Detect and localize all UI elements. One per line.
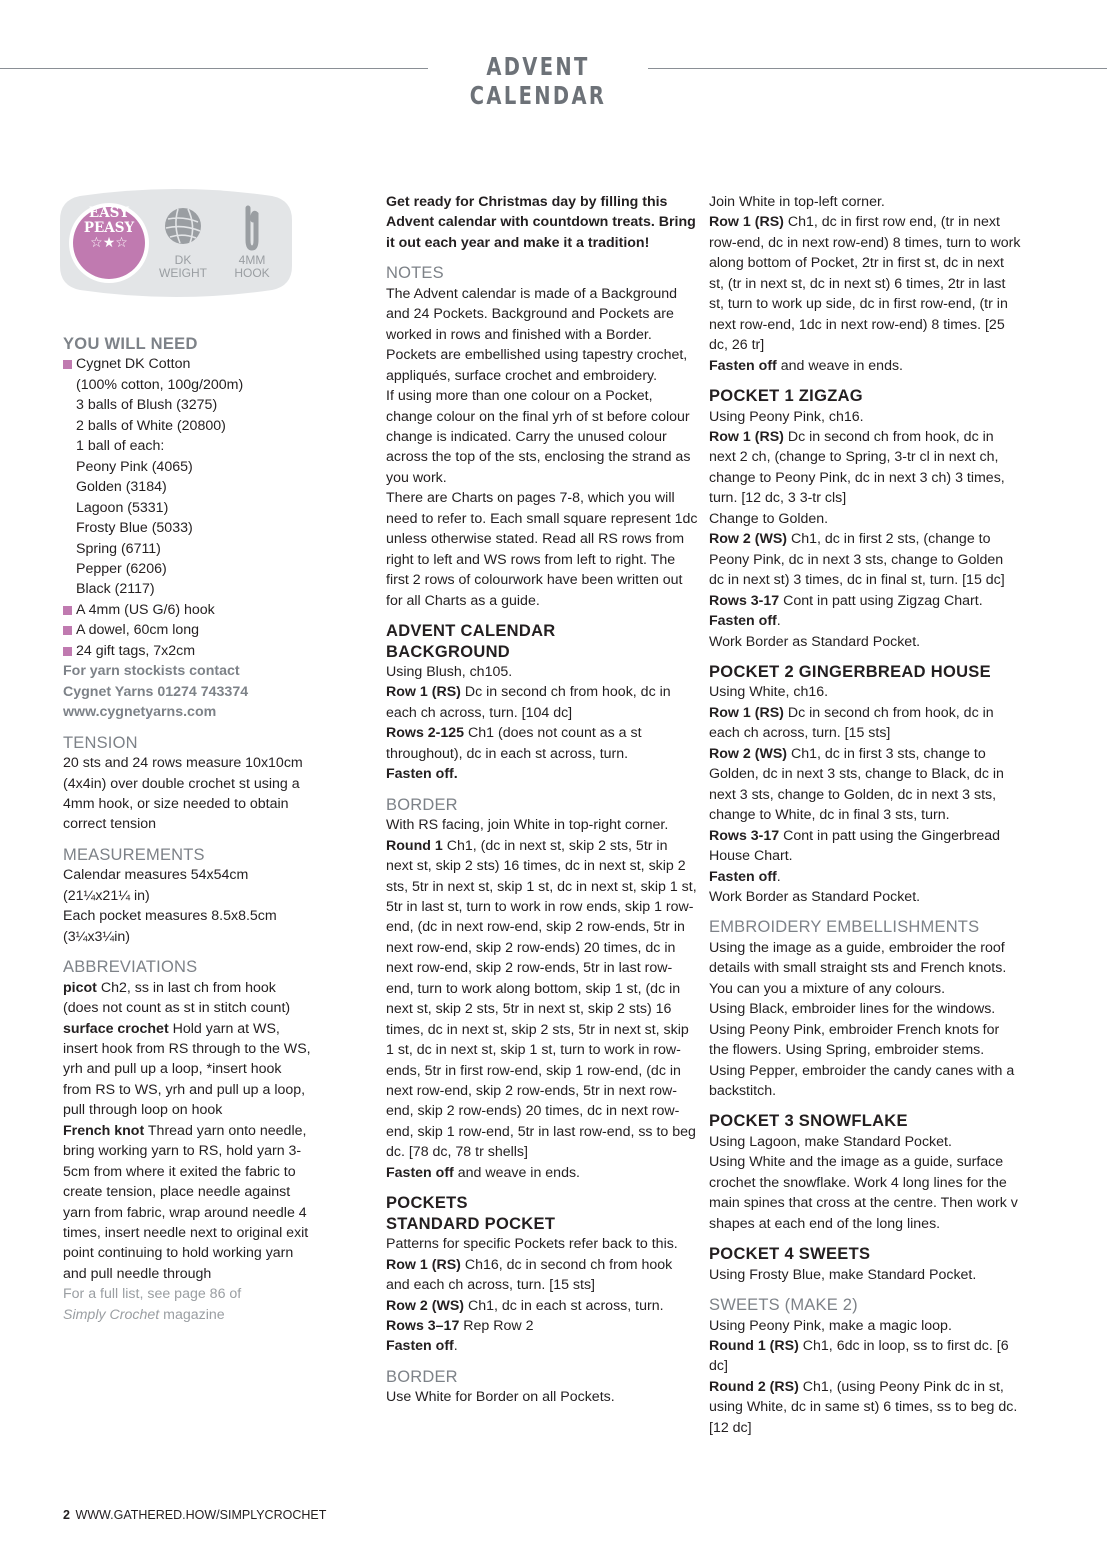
embroidery-paragraph: Using the image as a guide, embroider the roof details with small straight sts and French knots. You can you a mixture of any colours. (709, 939, 1007, 997)
instruction-row: Row 1 (RS) Dc in second ch from hook, dc in next 2 ch, (change to Spring, 3-tr cl in next ch, change to Peony Pink, dc in next 3 ch) 3 times, turn. [12 dc, 3 3-tr cls] (709, 428, 1005, 507)
instruction-line: Join White in top-left corner. (709, 194, 885, 210)
embroidery-paragraph: Using Pepper, embroider the candy canes with a backstitch. (709, 1062, 1015, 1100)
page-title: ADVENT CALENDAR (469, 52, 607, 110)
instruction-row: Row 2 (WS) Ch1, dc in each st across, turn. (386, 1297, 664, 1314)
stockist-line: Cygnet Yarns 01274 743374 (63, 683, 249, 700)
fasten-off: Fasten off. (709, 868, 781, 885)
yarn-line: 3 balls of Blush (3275) (76, 397, 218, 414)
list-item: Cygnet DK Cotton (63, 354, 313, 374)
list-item: A 4mm (US G/6) hook (63, 600, 313, 620)
instruction-line: Using Peony Pink, make a magic loop. (709, 1317, 952, 1334)
instruction-row: Row 2 (WS) Ch1, dc in first 2 sts, (change to Peony Pink, dc in next 3 sts, change to Golden dc in next st) 3 times, dc in final st, turn. [15 dc] (709, 531, 1005, 589)
hook-label: 4MM HOOK (234, 253, 270, 280)
abbreviations-heading: ABBREVIATIONS (63, 958, 198, 977)
instruction-line: Patterns for specific Pockets refer back to this. (386, 1236, 678, 1253)
yarn-line: 1 ball of each: (76, 438, 165, 455)
yarn-line: (100% cotton, 100g/200m) (76, 376, 244, 393)
header-rule-right (648, 68, 1107, 69)
full-list-note: For a full list, see page 86 of Simply Crochet magazine (63, 1286, 242, 1323)
instruction-line: Work Border as Standard Pocket. (709, 888, 921, 905)
fasten-off: Fasten off. (709, 613, 781, 630)
border-heading: BORDER (386, 1367, 458, 1386)
instruction-line: Using Lagoon, make Standard Pocket. (709, 1133, 952, 1150)
difficulty-badge (60, 186, 292, 300)
stockist-line: For yarn stockists contact (63, 663, 240, 680)
header-rule-left (0, 68, 428, 69)
instruction-row: Row 1 (RS) Dc in second ch from hook, dc in each ch across, turn. [15 sts] (709, 704, 994, 742)
embroidery-paragraph: Using Peony Pink, embroider French knots for the flowers. Using Spring, embroider stems. (709, 1021, 1000, 1059)
abbreviation-surface-crochet: surface crochet Hold yarn at WS, insert hook from RS through to the WS, yrh and pull up a loop, *insert hook from RS to WS, yrh and pull up a loop, pull through loop on hook (63, 1020, 311, 1119)
embroidery-heading: EMBROIDERY EMBELLISHMENTS (709, 918, 980, 937)
instruction-row: Row 1 (RS) Dc in second ch from hook, dc in each ch across, turn. [104 dc] (386, 684, 671, 721)
measurement-line: (3¼x3¼in) (63, 928, 131, 945)
footer (63, 1508, 326, 1522)
you-will-need-heading: YOU WILL NEED (63, 335, 198, 353)
instruction-row: Rows 2-125 Ch1 (does not count as a st throughout), dc in each st across, turn. (386, 725, 642, 762)
background-heading: BACKGROUND (386, 642, 510, 661)
instruction-paragraph: Using White and the image as a guide, surface crochet the snowflake. Work 4 long lines for the main spines that cross at the centre. Then work v shapes at each end of the long lines. (709, 1154, 1018, 1232)
stars-icon: ☆★☆ (90, 235, 128, 251)
instruction-line: Use White for Border on all Pockets. (386, 1389, 615, 1406)
instruction-line: With RS facing, join White in top-right corner. (386, 817, 669, 834)
difficulty-label: EASY PEASY ☆★☆ (74, 206, 144, 251)
instruction-line: Change to Golden. (709, 510, 829, 527)
yarn-line: Black (2117) (76, 581, 155, 598)
instruction-row: Round 2 (RS) Ch1, (using Peony Pink dc in st, using White, dc in same st) 6 times, ss to beg dc. [12 dc] (709, 1378, 1018, 1436)
instruction-row: Rows 3-17 Cont in patt using the Gingerbread House Chart. (709, 827, 1001, 865)
instruction-row: Row 1 (RS) Ch16, dc in second ch from hook and each ch across, turn. [15 sts] (386, 1256, 673, 1294)
notes-paragraph: The Advent calendar is made of a Background and 24 Pockets. Background and Pockets are worked in rows and finished with a Border. Pockets are embellished using tapestry crochet, appliqués, surface crochet and embroidery. (386, 285, 688, 384)
measurements-heading: MEASUREMENTS (63, 845, 205, 864)
yarn-line: Frosty Blue (5033) (76, 520, 193, 537)
fasten-off: Fasten off and weave in ends. (386, 1164, 580, 1181)
instruction-line: Work Border as Standard Pocket. (709, 633, 921, 650)
measurement-line: Calendar measures 54x54cm (63, 867, 249, 884)
yarn-line: Lagoon (5331) (76, 499, 169, 516)
instruction-row: Round 1 (RS) Ch1, 6dc in loop, ss to first dc. [6 dc] (709, 1338, 1009, 1375)
pockets-heading: POCKETS (386, 1194, 468, 1213)
stockist-link[interactable]: www.cygnetyarns.com (63, 704, 217, 721)
pocket-1-heading: POCKET 1 ZIGZAG (709, 387, 863, 406)
instruction-row: Rows 3-17 Cont in patt using Zigzag Chart. (709, 592, 983, 609)
background-heading: ADVENT CALENDAR (386, 622, 556, 641)
notes-heading: NOTES (386, 264, 444, 283)
page-number: 2 (63, 1508, 70, 1522)
embroidery-paragraph: Using Black, embroider lines for the windows. (709, 1001, 996, 1018)
instruction-line: Using Peony Pink, ch16. (709, 408, 864, 425)
list-item: A dowel, 60cm long (63, 620, 313, 640)
abbreviation-picot: picot Ch2, ss in last ch from hook (does not count as st in stitch count) (63, 979, 291, 1017)
list-item: 24 gift tags, 7x2cm (63, 641, 313, 661)
weight-label: DK WEIGHT (159, 253, 207, 280)
notes-paragraph: There are Charts on pages 7-8, which you will need to refer to. Each small square represent 1dc unless otherwise stated. Read all RS rows from right to left and WS rows from left to right. The first 2 rows of colourwork have been written out for all Charts as a guide. (386, 490, 698, 609)
instruction-line: Using White, ch16. (709, 684, 829, 701)
pocket-2-heading: POCKET 2 GINGERBREAD HOUSE (709, 662, 991, 681)
instruction-line: Using Frosty Blue, make Standard Pocket. (709, 1266, 977, 1283)
intro-text: Get ready for Christmas day by filling this Advent calendar with countdown treats. Bring it out each year and make it a tradition! (386, 194, 696, 251)
standard-pocket-heading: STANDARD POCKET (386, 1214, 556, 1233)
pocket-3-heading: POCKET 3 SNOWFLAKE (709, 1112, 908, 1131)
yarn-line: Spring (6711) (76, 540, 161, 557)
column-middle (386, 192, 698, 1408)
yarn-line: 2 balls of White (20800) (76, 417, 226, 434)
measurement-line: (21¼x21¼ in) (63, 887, 150, 904)
sweets-heading: SWEETS (MAKE 2) (709, 1296, 858, 1315)
instruction-row: Rows 3–17 Rep Row 2 (386, 1318, 534, 1335)
yarn-list (63, 375, 313, 600)
footer-url[interactable]: WWW.GATHERED.HOW/SIMPLYCROCHET (75, 1508, 327, 1522)
pocket-4-heading: POCKET 4 SWEETS (709, 1245, 871, 1264)
notes-paragraph: If using more than one colour on a Pocket, change colour on the final yrh of st before colour change is indicated. Carry the unused colour across the top of the sts, enclosing the strand as you work. (386, 388, 691, 486)
column-left (63, 334, 313, 1325)
instruction-row: Row 1 (RS) Ch1, dc in first row end, (tr in next row-end, dc in next row-end) 8 times, turn to work along bottom of Pocket, 2tr in first st, dc in next st, (tr in next st, dc in next st) 6 times, 2tr in last st, turn to work up side, dc in first row-end, (tr in next row-end, 1dc in next row-end) 8 times. [25 dc, 26 tr] (709, 214, 1021, 354)
abbreviation-french-knot: French knot Thread yarn onto needle, bring working yarn to RS, hold yarn 3-5cm from where it exited the fabric to create tension, place needle against yarn from fabric, wrap around needle 4 times, insert needle next to original exit point continuing to hold working yarn and pull needle through (63, 1122, 309, 1282)
instruction-row: Row 2 (WS) Ch1, dc in first 3 sts, change to Golden, dc in next 3 sts, change to Black, dc in next 3 sts, change to Golden, dc in next 3 sts, change to White, dc in final 3 sts, turn. (709, 745, 1004, 824)
instruction-row: Round 1 Ch1, (dc in next st, skip 2 sts, 5tr in next st, skip 2 sts) 16 times, dc in next st, skip 2 sts, 5tr in next st, skip 1 st, dc in next st, skip 1 st, 5tr in last st, turn to work in row ends, skip 1 row-end, (dc in next row-end, skip 2 row-ends, 5tr in next row-end, skip 2 row-ends) 20 times, dc in next row-end, skip 2 row-ends, 5tr in last row-end, turn to work along bottom, skip 1 st, (dc in next st, skip 2 sts, 5tr in next st, skip 2 sts) 16 times, dc in next st, skip 2 sts, 5tr in next st, skip 1 st, dc in next st, skip 1 st, turn to work in row-ends, 5tr in first row-end, skip 1 row-end, (dc in next row-end, skip 2 row-ends, 5tr in next row-end, skip 2 row-ends) 20 times, dc in next row-end, skip 1 row-end, 5tr in last row-end, ss to beg dc. [78 dc, 78 tr shells] (386, 837, 697, 1161)
column-right (709, 192, 1021, 1438)
fasten-off: Fasten off and weave in ends. (709, 357, 903, 374)
measurement-line: Each pocket measures 8.5x8.5cm (63, 908, 277, 925)
tension-text: 20 sts and 24 rows measure 10x10cm (4x4in) over double crochet st using a 4mm hook, or size needed to obtain correct tension (63, 755, 303, 833)
instruction-line: Using Blush, ch105. (386, 663, 513, 680)
fasten-off: Fasten off. (386, 1338, 458, 1355)
yarn-line: Golden (3184) (76, 479, 167, 496)
fasten-off: Fasten off. (386, 766, 458, 783)
tension-heading: TENSION (63, 733, 138, 752)
border-heading: BORDER (386, 795, 458, 814)
yarn-line: Peony Pink (4065) (76, 458, 193, 475)
yarn-line: Pepper (6206) (76, 560, 167, 577)
